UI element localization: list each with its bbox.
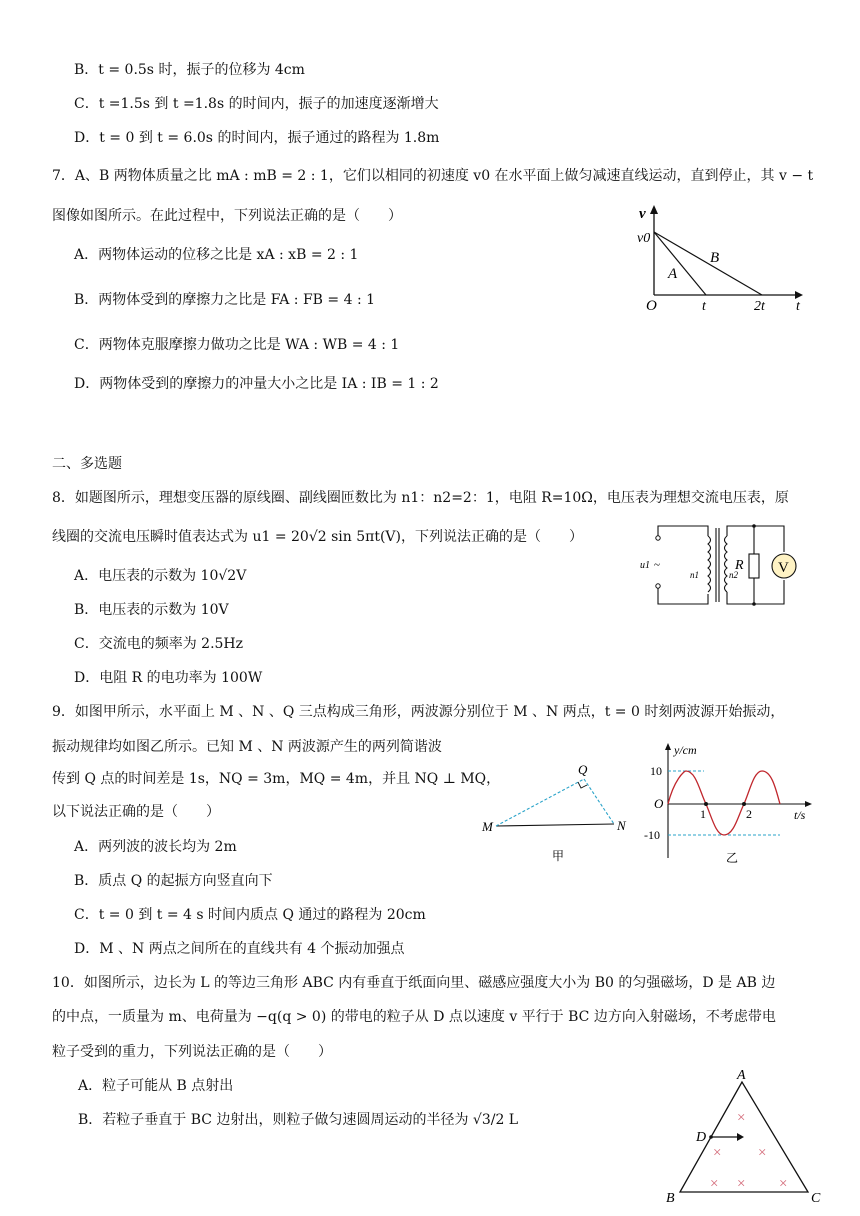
- q8-option-c: C．交流电的频率为 2.5Hz: [74, 636, 244, 652]
- vt-y-arrow: [650, 205, 658, 214]
- q9-option-a: A．两列波的波长均为 2m: [74, 839, 237, 855]
- section-multiple-choice: 二、多选题: [52, 456, 122, 472]
- point-m: M: [482, 819, 493, 834]
- point-n: N: [617, 818, 626, 833]
- q7-option-c: C．两物体克服摩擦力做功之比是 WA : WB = 4 : 1: [74, 337, 400, 353]
- field-mark: ×: [710, 1176, 719, 1192]
- vertex-c: C: [811, 1191, 821, 1206]
- q8-option-d: D．电阻 R 的电功率为 100W: [74, 670, 263, 686]
- triangle-field-figure: [660, 1062, 830, 1208]
- q8-option-b: B．电压表的示数为 10V: [74, 602, 229, 618]
- point-q: Q: [578, 762, 588, 777]
- q9-stem-line4: 以下说法正确的是（ ）: [52, 804, 220, 820]
- q10-stem-line1: 10．如图所示，边长为 L 的等边三角形 ABC 内有垂直于纸面向里、磁感应强度大小为 B0 的匀强磁场，D 是 AB 边: [52, 975, 776, 991]
- terminal-top: [656, 536, 660, 540]
- figure-yi: [640, 740, 815, 870]
- q7-stem-line2: 图像如图所示。在此过程中，下列说法正确的是（ ）: [52, 208, 402, 224]
- n2-label: n2: [729, 570, 738, 580]
- q7-option-a: A．两物体运动的位移之比是 xA : xB = 2 : 1: [74, 247, 359, 263]
- q7-stem-line1: 7．A、B 两物体质量之比 mA : mB = 2 : 1，它们以相同的初速度 v0 在水平面上做匀减速直线运动，直到停止，其 v − t: [52, 168, 814, 184]
- vt-v-label: v: [639, 206, 646, 222]
- yi-origin: O: [654, 796, 664, 811]
- yi-t-label: t/s: [794, 808, 806, 822]
- field-mark: ×: [737, 1176, 746, 1192]
- field-mark: ×: [779, 1176, 788, 1192]
- field-mark: ×: [737, 1110, 746, 1126]
- primary-coil: [708, 536, 711, 592]
- vt-t-label: t: [796, 299, 800, 314]
- u1-label: u1: [640, 560, 650, 571]
- field-mark: ×: [713, 1145, 722, 1161]
- q10-option-b: B．若粒子垂直于 BC 边射出，则粒子做匀速圆周运动的半径为 √3/2 L: [78, 1112, 519, 1128]
- caption-yi: 乙: [726, 851, 739, 865]
- vt-graph: [630, 200, 810, 320]
- resistor: [749, 554, 759, 578]
- q9-option-b: B．质点 Q 的起振方向竖直向下: [74, 873, 273, 889]
- q8-stem-line1: 8．如题图所示，理想变压器的原线圈、副线圈匝数比为 n1：n2=2：1，电阻 R=10Ω，电压表为理想交流电压表，原: [52, 490, 789, 506]
- terminal-bottom: [656, 584, 660, 588]
- q6-option-c: C．t =1.5s 到 t =1.8s 的时间内，振子的加速度逐渐增大: [74, 96, 439, 112]
- yi-x-tick-1: 1: [700, 807, 706, 821]
- yi-y-top: 10: [650, 764, 662, 778]
- yi-y-bottom: -10: [644, 828, 660, 842]
- ac-symbol: ~: [654, 559, 660, 571]
- caption-jia: 甲: [552, 849, 565, 863]
- q9-stem-line2: 振动规律均如图乙所示。已知 M 、N 两波源产生的两列简谐波: [52, 739, 442, 755]
- q6-option-d: D．t = 0 到 t = 6.0s 的时间内，振子通过的路程为 1.8m: [74, 130, 440, 146]
- vt-label-a: A: [668, 266, 678, 282]
- line-nq: [584, 779, 614, 824]
- q8-option-a: A．电压表的示数为 10√2V: [74, 568, 247, 584]
- yi-y-label: y/cm: [674, 743, 697, 757]
- q9-option-c: C．t = 0 到 t = 4 s 时间内质点 Q 通过的路程为 20cm: [74, 907, 426, 923]
- q9-stem-line3: 传到 Q 点的时间差是 1s，NQ = 3m，MQ = 4m，并且 NQ ⊥ MQ，: [52, 771, 501, 787]
- vt-tick-t: t: [702, 299, 706, 314]
- field-mark: ×: [758, 1145, 767, 1161]
- r-label: R: [735, 558, 744, 573]
- q6-option-b: B．t = 0.5s 时，振子的位移为 4cm: [74, 62, 305, 78]
- vertex-a: A: [737, 1068, 746, 1083]
- q10-stem-line2: 的中点，一质量为 m、电荷量为 −q(q > 0) 的带电的粒子从 D 点以速度 v 平行于 BC 边方向入射磁场，不考虑带电: [52, 1009, 776, 1025]
- q9-stem-line1: 9．如图甲所示，水平面上 M 、N 、Q 三点构成三角形，两波源分别位于 M 、N 两点，t = 0 时刻两波源开始振动，: [52, 704, 785, 720]
- secondary-coil: [725, 536, 728, 592]
- yi-x-tick-2: 2: [746, 807, 752, 821]
- q9-option-d: D．M 、N 两点之间所在的直线共有 4 个振动加强点: [74, 941, 405, 957]
- vt-v0-label: v0: [637, 231, 651, 246]
- transformer-circuit: [638, 518, 800, 610]
- point-d: D: [696, 1130, 707, 1145]
- line-mn: [496, 824, 614, 826]
- q8-stem-line2: 线圈的交流电压瞬时值表达式为 u1 = 20√2 sin 5πt(V)，下列说法正确的是（ ）: [52, 529, 583, 545]
- vt-x-arrow: [795, 291, 803, 299]
- q7-option-d: D．两物体受到的摩擦力的冲量大小之比是 IA : IB = 1 : 2: [74, 376, 439, 392]
- right-angle-mark: [578, 782, 587, 788]
- n1-label: n1: [690, 570, 699, 580]
- vt-line-a: [654, 232, 706, 295]
- vt-label-b: B: [710, 250, 720, 266]
- vt-tick-2t: 2t: [754, 299, 765, 314]
- line-mq: [496, 779, 584, 826]
- yi-wave: [668, 771, 780, 835]
- q7-option-b: B．两物体受到的摩擦力之比是 FA : FB = 4 : 1: [74, 292, 376, 308]
- q10-option-a: A．粒子可能从 B 点射出: [78, 1078, 234, 1094]
- vertex-b: B: [666, 1191, 675, 1206]
- figure-jia: [474, 752, 634, 866]
- vt-line-b: [654, 232, 762, 295]
- vt-origin-label: O: [646, 298, 657, 314]
- q10-stem-line3: 粒子受到的重力，下列说法正确的是（ ）: [52, 1044, 332, 1060]
- voltmeter-label: V: [778, 560, 789, 576]
